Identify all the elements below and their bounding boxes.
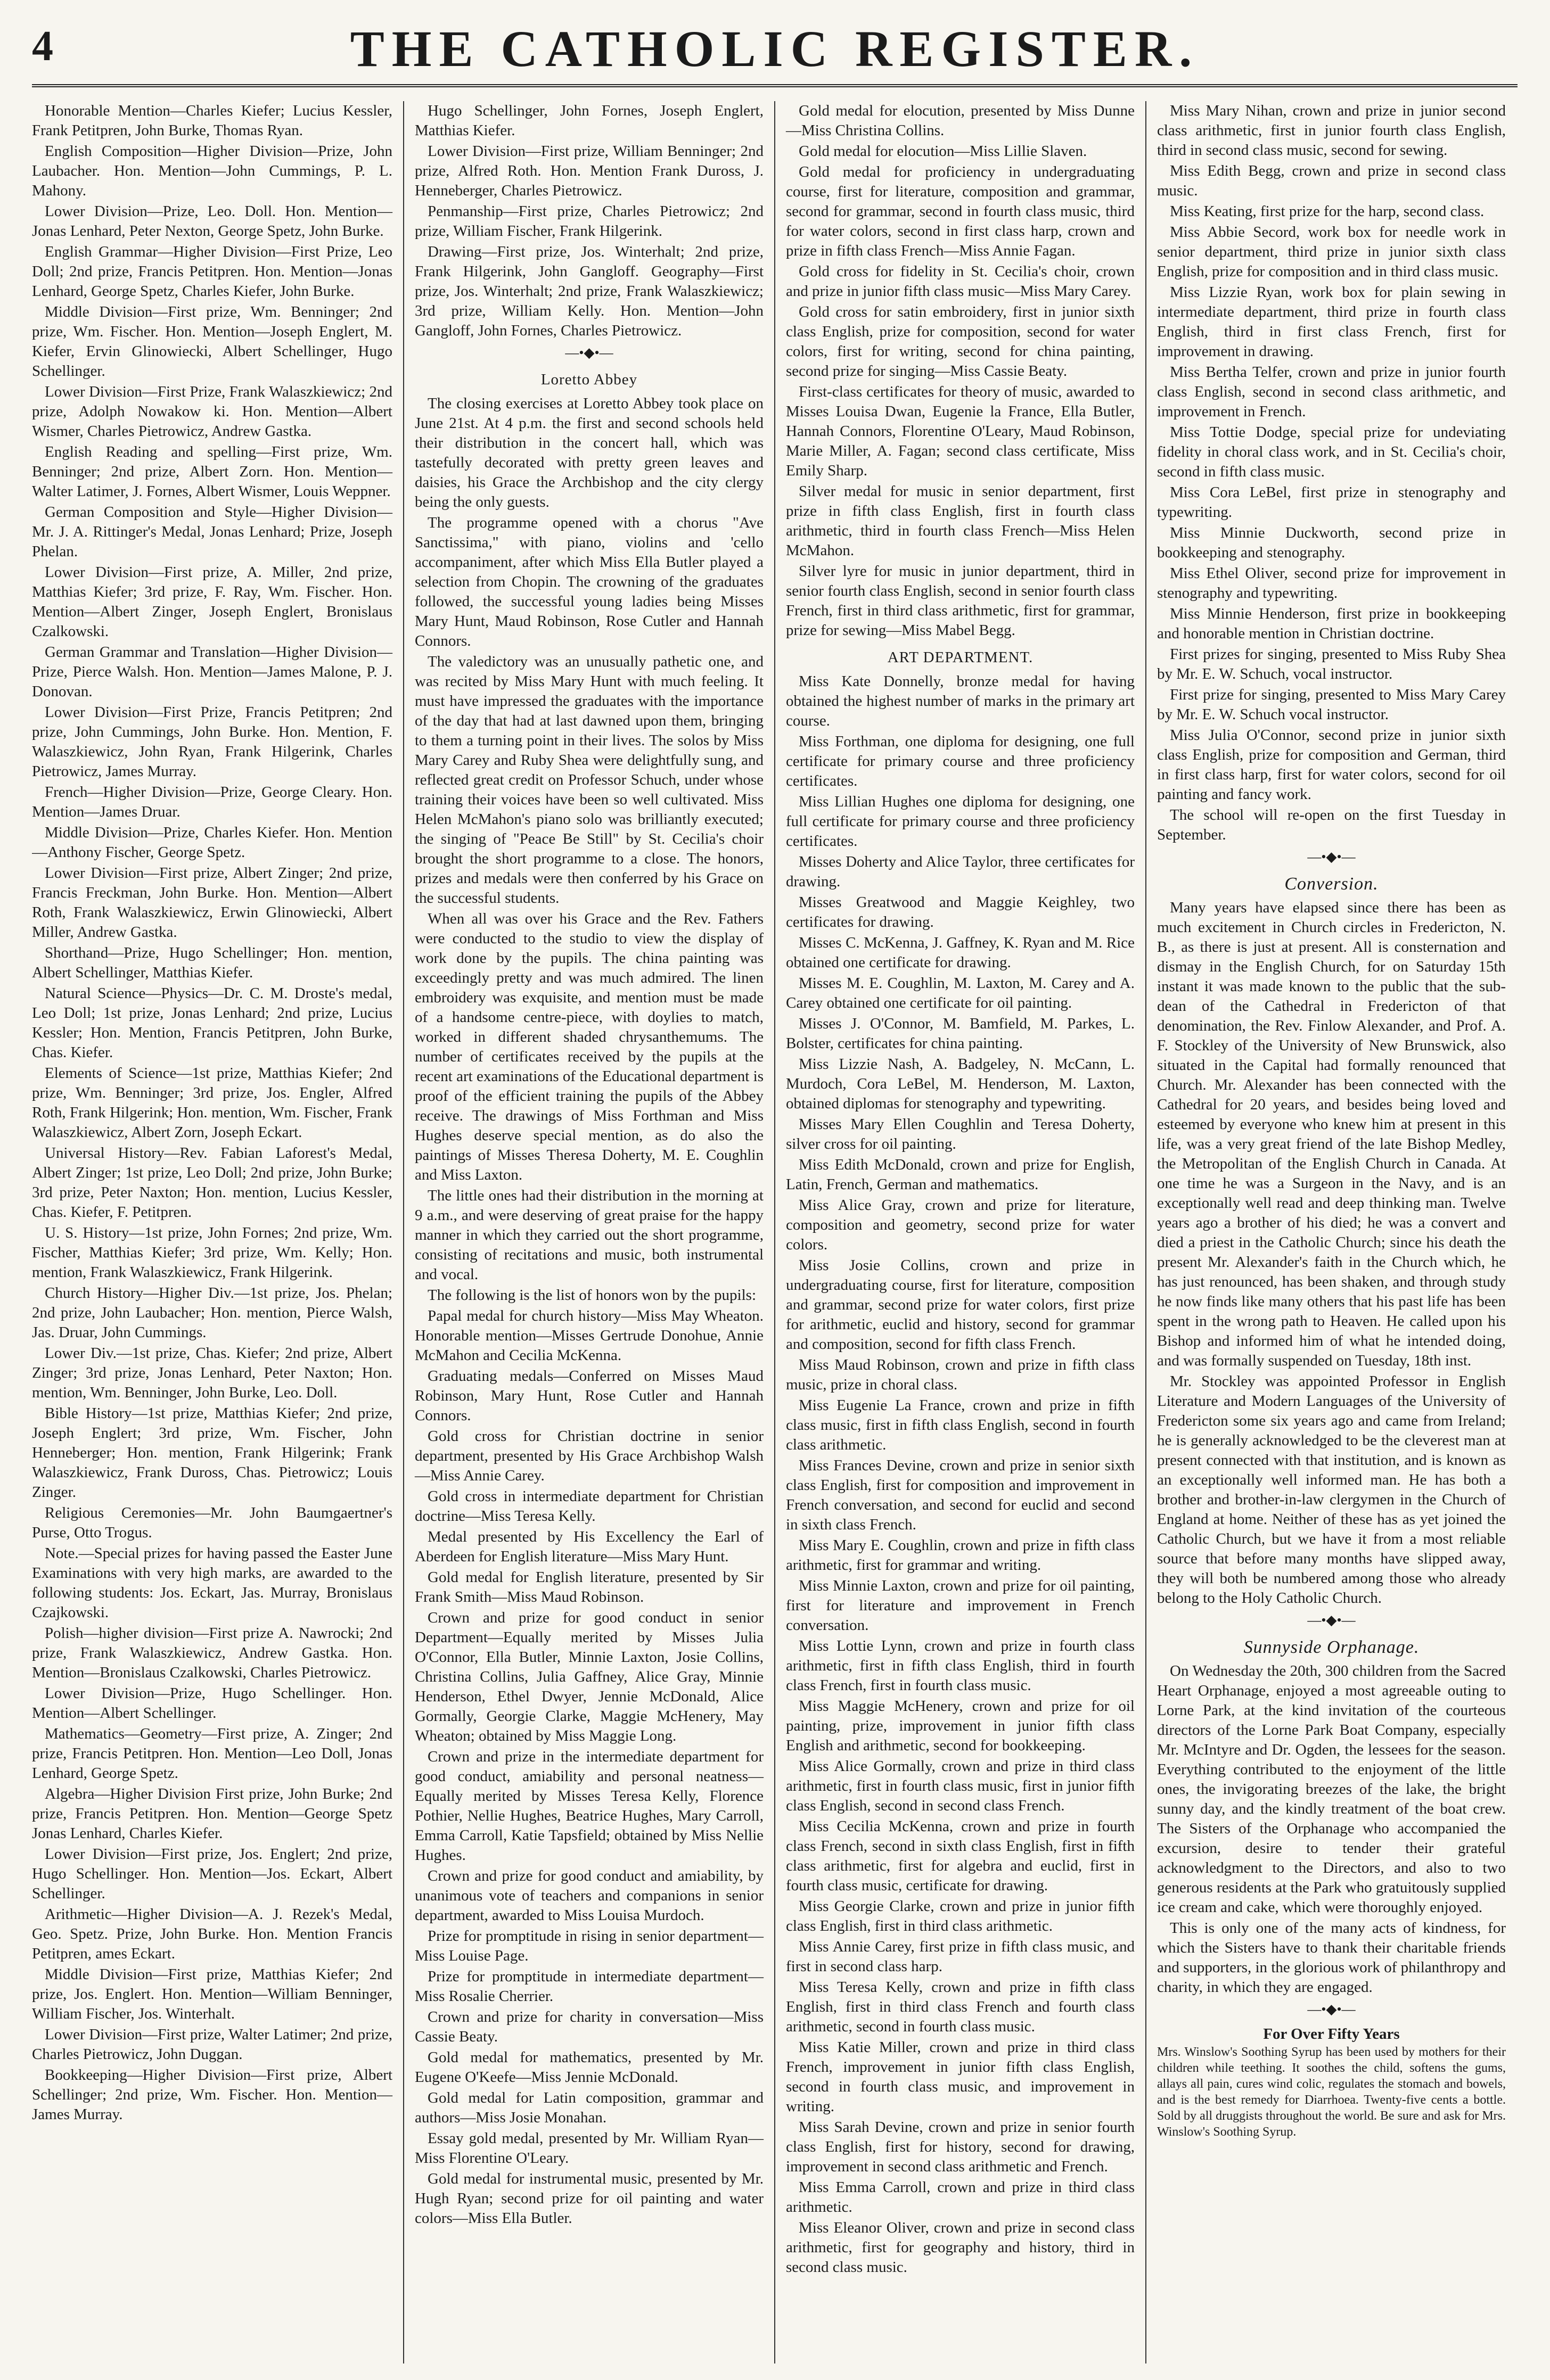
article-paragraph: Many years have elapsed since there has been as much excitement in Church circles in Fredericton, N. B., as there is just at present. All is consternation and dismay in the English Church, for on Saturday 15th instant it was made known to the public that the sub-dean of the Cathedral in Fredericton of that denomination, the Rev. Finlow Alexander, and Prof. A. F. Stockley of the University of New Brunswick, also situated in the Capital had formally renounced that Church. Mr. Alexander has been connected with the Cathedral for 20 years, and besides being loved and esteemed by everyone who knew him at present in this life, was a very great friend of the late Bishop Medley, the Metropolitan of the English Church in Canada. At one time he was a Surgeon in the Navy, and is an exceptionally well read and deep thinking man. Twelve years ago a brother of his died; he was a convert and died a priest in the Catholic Church; since his death the present Mr. Alexander's faith in the Church which, he has just renounced, has been shaken, and through study he now finds like many others that his past life has been spent in the wrong path to Heaven. He called upon his Bishop and informed him of what he intended doing, and was formally suspended on Tuesday, 18th inst.	[1157, 899, 1506, 1369]
prize-list-paragraph: Lower Division—First prize, A. Miller, 2nd prize, Matthias Kiefer; 3rd prize, F. Ray, Wm. Fischer. Hon. Mention—Albert Zinger, Joseph Englert, Bronislaus Czalkowski.	[32, 564, 392, 640]
article-paragraph: Gold medal for instrumental music, presented by Mr. Hugh Ryan; second prize for oil painting and water colors—Miss Ella Butler.	[415, 2170, 764, 2227]
article-paragraph: Miss Sarah Devine, crown and prize in senior fourth class English, first for history, second for drawing, improvement in second class arithmetic and French.	[786, 2119, 1135, 2175]
article-paragraph: Miss Kate Donnelly, bronze medal for having obtained the highest number of marks in the primary art course.	[786, 673, 1135, 729]
article-paragraph: Crown and prize for charity in conversation—Miss Cassie Beaty.	[415, 2008, 764, 2045]
column-1	[32, 101, 403, 2363]
prize-list-paragraph: English Reading and spelling—First prize, Wm. Benninger; 2nd prize, Albert Zorn. Hon. Mention—Walter Latimer, J. Fornes, Albert Wismer, Louis Weppner.	[32, 443, 392, 500]
prize-list-paragraph: German Composition and Style—Higher Division—Mr. J. A. Rittinger's Medal, Jonas Lenhard; Prize, Joseph Phelan.	[32, 504, 392, 560]
masthead	[32, 15, 1518, 79]
prize-list-paragraph: U. S. History—1st prize, John Fornes; 2nd prize, Wm. Fischer, Matthias Kiefer; 3rd prize, Wm. Kelly; Hon. mention, Frank Walaszkiewicz, Frank Hilgerink.	[32, 1224, 392, 1281]
article-paragraph: Misses J. O'Connor, M. Bamfield, M. Parkes, L. Bolster, certificates for china painting.	[786, 1015, 1135, 1052]
article-paragraph: Gold medal for Latin composition, grammar and authors—Miss Josie Monahan.	[415, 2089, 764, 2126]
prize-list-paragraph: Silver lyre for music in junior department, third in senior fourth class English, second in senior fourth class French, first in third class arithmetic, first for grammar, prize for sewing—Miss Mabel Begg.	[786, 563, 1135, 639]
prize-list-paragraph: Shorthand—Prize, Hugo Schellinger; Hon. mention, Albert Schellinger, Matthias Kiefer.	[32, 944, 392, 981]
art-department-heading: ART DEPARTMENT.	[887, 649, 1034, 666]
article-paragraph: The programme opened with a chorus "Ave Sanctissima," with piano, violins and 'cello accompaniment, after which Miss Ella Butler played a selection from Chopin. The crowning of the graduates followed, the successful young ladies being Misses Mary Hunt, Maud Robinson, Rose Cutler and Hannah Connors.	[415, 514, 764, 649]
article-paragraph: Miss Cecilia McKenna, crown and prize in fourth class French, second in sixth class English, first in fifth class arithmetic, first for algebra and euclid, first in fourth class music, certificate for drawing.	[786, 1818, 1135, 1894]
page-number: 4	[32, 23, 53, 70]
section-divider: —•◆•—	[565, 345, 613, 360]
article-paragraph: Miss Annie Carey, first prize in fifth class music, and first in second class harp.	[786, 1938, 1135, 1975]
prize-list-paragraph: Penmanship—First prize, Charles Pietrowicz; 2nd prize, William Fischer, Frank Hilgerink.	[415, 203, 764, 240]
section-divider: —•◆•—	[1307, 2002, 1356, 2017]
article-paragraph: Misses Mary Ellen Coughlin and Teresa Doherty, silver cross for oil painting.	[786, 1116, 1135, 1152]
prize-list-paragraph: Note.—Special prizes for having passed the Easter June Examinations with very high marks, are awarded to the following students: Jos. Eckart, Jas. Murray, Bronislaus Czajkowski.	[32, 1545, 392, 1621]
prize-list-paragraph: Miss Cora LeBel, first prize in stenography and typewriting.	[1157, 484, 1506, 521]
article-paragraph: When all was over his Grace and the Rev. Fathers were conducted to the studio to view the display of work done by the pupils. The china painting was exceedingly pretty and was much admired. The linen embroidery was exquisite, and mention must be made of a handsome centre-piece, with doylies to match, worked in different shaded chrysanthemums. The number of certificates received by the pupils at the recent art examinations of the Educational department is proof of the efficient training the pupils of the Abbey receive. The drawings of Miss Forthman and Miss Hughes deserve special mention, as do also the paintings of Misses Theresa Doherty, M. E. Coughlin and Miss Laxton.	[415, 910, 764, 1183]
article-paragraph: Miss Lillian Hughes one diploma for designing, one full certificate for primary course and three proficiency certificates.	[786, 793, 1135, 850]
prize-list-paragraph: Church History—Higher Div.—1st prize, Jos. Phelan; 2nd prize, John Laubacher; Hon. mention, Pierce Walsh, Jas. Druar, John Cummings.	[32, 1284, 392, 1341]
prize-list-paragraph: Miss Keating, first prize for the harp, second class.	[1170, 203, 1485, 220]
column-2	[403, 101, 774, 2363]
article-paragraph: Miss Mary E. Coughlin, crown and prize in fifth class arithmetic, first for grammar and writing.	[786, 1537, 1135, 1574]
prize-list-paragraph: Middle Division—First prize, Matthias Kiefer; 2nd prize, Jos. Englert. Hon. Mention—William Benninger, William Fischer, Jos. Winterhalt.	[32, 1966, 392, 2022]
article-paragraph: The closing exercises at Loretto Abbey took place on June 21st. At 4 p.m. the first and second schools held their distribution in the concert hall, which was tastefully decorated with pretty green leaves and daisies, his Grace the Archbishop and the city clergy being the only guests.	[415, 395, 764, 510]
prize-list-paragraph: Miss Tottie Dodge, special prize for undeviating fidelity in choral class work, and in St. Cecilia's choir, second in fifth class music.	[1157, 424, 1506, 480]
prize-list-paragraph: Natural Science—Physics—Dr. C. M. Droste's medal, Leo Doll; 1st prize, Jonas Lenhard; 2nd prize, Lucius Kessler; Hon. Mention, Francis Petitpren, John Burke, Chas. Kiefer.	[32, 985, 392, 1061]
article-paragraph: Miss Edith McDonald, crown and prize for English, Latin, French, German and mathematics.	[786, 1156, 1135, 1193]
prize-list-paragraph: Miss Edith Begg, crown and prize in second class music.	[1157, 162, 1506, 199]
prize-list-paragraph: French—Higher Division—Prize, George Cleary. Hon. Mention—James Druar.	[32, 784, 392, 820]
article-paragraph: Miss Josie Collins, crown and prize in undergraduating course, first for literature, composition and grammar, second prize for water colors, first prize for arithmetic, euclid and history, second for grammar and composition, second for fifth class French.	[786, 1257, 1135, 1353]
prize-list-paragraph: Drawing—First prize, Jos. Winterhalt; 2nd prize, Frank Hilgerink, John Gangloff. Geography—First prize, Jos. Winterhalt; 2nd prize, Frank Walaszkiewicz; 3rd prize, William Kelly. Hon. Mention—John Gangloff, John Fornes, Charles Pietrowicz.	[415, 243, 764, 339]
column-4	[1145, 101, 1516, 2363]
prize-list-paragraph: Gold cross for fidelity in St. Cecilia's choir, crown and prize in junior fifth class music—Miss Mary Carey.	[786, 263, 1135, 300]
article-paragraph: Miss Lottie Lynn, crown and prize in fourth class arithmetic, first in fifth class English, third in fourth class French, first in fourth class music.	[786, 1637, 1135, 1694]
article-paragraph: Crown and prize for good conduct in senior Department—Equally merited by Misses Julia O'Connor, Ella Butler, Minnie Laxton, Josie Collins, Christina Collins, Julia Gaffney, Alice Gray, Minnie Henderson, Ethel Dwyer, Jennie McDonald, Alice Gormally, Georgie Clarke, Maggie McHenery, May Wheaton; obtained by Miss Maggie Long.	[415, 1609, 764, 1744]
article-paragraph: Miss Alice Gray, crown and prize for literature, composition and geometry, second prize for water colors.	[786, 1197, 1135, 1253]
prize-list-paragraph: Miss Minnie Henderson, first prize in bookkeeping and honorable mention in Christian doctrine.	[1157, 605, 1506, 642]
prize-list-paragraph: Honorable Mention—Charles Kiefer; Lucius Kessler, Frank Petitpren, John Burke, Thomas Ryan.	[32, 102, 392, 139]
prize-list-paragraph: Middle Division—First prize, Wm. Benninger; 2nd prize, Wm. Fischer. Hon. Mention—Joseph Englert, M. Kiefer, Ervin Glinowiecki, Albert Schellinger, Hugo Schellinger.	[32, 303, 392, 380]
masthead-rule	[32, 84, 1518, 87]
loretto-abbey-heading: Loretto Abbey	[540, 371, 638, 388]
prize-list-paragraph: Gold medal for elocution, presented by Miss Dunne—Miss Christina Collins.	[786, 102, 1135, 139]
prize-list-paragraph: Mathematics—Geometry—First prize, A. Zinger; 2nd prize, Francis Petitpren. Hon. Mention—Leo Doll, Jonas Lenhard, George Spetz.	[32, 1725, 392, 1782]
article-paragraph: Crown and prize in the intermediate department for good conduct, amiability and personal neatness—Equally merited by Misses Teresa Kelly, Florence Pothier, Nellie Hughes, Beatrice Hughes, Mary Carroll, Emma Carroll, Katie Tapsfield; obtained by Miss Nellie Hughes.	[415, 1748, 764, 1864]
article-paragraph: This is only one of the many acts of kindness, for which the Sisters have to thank their charitable friends and supporters, in the glorious work of philanthropy and charity, in which they are engaged.	[1157, 1920, 1506, 1996]
article-paragraph: Miss Eugenie La France, crown and prize in fifth class music, first in fifth class English, second in fourth class arithmetic.	[786, 1397, 1135, 1453]
prize-list-paragraph: Miss Abbie Secord, work box for needle work in senior department, third prize in junior sixth class English, prize for composition and in third class music.	[1157, 224, 1506, 280]
prize-list-paragraph: Universal History—Rev. Fabian Laforest's Medal, Albert Zinger; 1st prize, Leo Doll; 2nd prize, John Burke; 3rd prize, Peter Naxton; Hon. mention, Lucius Kessler, Chas. Kiefer, F. Petitpren.	[32, 1144, 392, 1221]
article-paragraph: Gold cross in intermediate department for Christian doctrine—Miss Teresa Kelly.	[415, 1488, 764, 1525]
article-paragraph: Gold cross for Christian doctrine in senior department, presented by His Grace Archbishop Walsh—Miss Annie Carey.	[415, 1428, 764, 1484]
article-paragraph: Misses C. McKenna, J. Gaffney, K. Ryan and M. Rice obtained one certificate for drawing.	[786, 934, 1135, 971]
prize-list-paragraph: English Composition—Higher Division—Prize, John Laubacher. Hon. Mention—John Cummings, P. L. Mahony.	[32, 143, 392, 199]
prize-list-paragraph: Religious Ceremonies—Mr. John Baumgaertner's Purse, Otto Trogus.	[32, 1504, 392, 1541]
prize-list-paragraph: First prizes for singing, presented to Miss Ruby Shea by Mr. E. W. Schuch, vocal instructor.	[1157, 646, 1506, 682]
prize-list-paragraph: Middle Division—Prize, Charles Kiefer. Hon. Mention—Anthony Fischer, George Spetz.	[32, 824, 392, 861]
article-paragraph: Graduating medals—Conferred on Misses Maud Robinson, Mary Hunt, Rose Cutler and Hannah Connors.	[415, 1368, 764, 1424]
article-paragraph: Mr. Stockley was appointed Professor in English Literature and Modern Languages of the University of Fredericton some six years ago and came from Ireland; he is generally acknowledged to be the cleverest man at present connected with that institution, and is known as an exceptionally well informed man. He has both a brother and brother-in-law clergymen in the Church of England at home. Neither of these has as yet joined the Catholic Church, but we have it from a most reliable source that before many months have slipped away, they will both be numbered among those who already belong to the Holy Catholic Church.	[1157, 1373, 1506, 1607]
article-paragraph: Miss Minnie Laxton, crown and prize for oil painting, first for literature and improvement in French conversation.	[786, 1577, 1135, 1634]
prize-list-paragraph: Miss Ethel Oliver, second prize for improvement in stenography and typewriting.	[1157, 565, 1506, 602]
article-paragraph: Miss Katie Miller, crown and prize in third class French, improvement in junior fifth class English, second in fourth class music, and improvement in writing.	[786, 2039, 1135, 2115]
prize-list-paragraph: Silver medal for music in senior department, first prize in fifth class English, first in fourth class arithmetic, third in fourth class French—Miss Helen McMahon.	[786, 483, 1135, 559]
prize-list-paragraph: Hugo Schellinger, John Fornes, Joseph Englert, Matthias Kiefer.	[415, 102, 764, 139]
prize-list-paragraph: Miss Minnie Duckworth, second prize in bookkeeping and stenography.	[1157, 524, 1506, 561]
prize-list-paragraph: Lower Division—Prize, Hugo Schellinger. Hon. Mention—Albert Schellinger.	[32, 1685, 392, 1722]
advertisement-title: For Over Fifty Years	[1263, 2025, 1400, 2043]
article-paragraph: Miss Eleanor Oliver, crown and prize in second class arithmetic, first for geography and history, third in second class music.	[786, 2219, 1135, 2276]
article-paragraph: Miss Emma Carroll, crown and prize in third class arithmetic.	[786, 2179, 1135, 2216]
prize-list-paragraph: Gold medal for proficiency in undergraduating course, first for literature, composition and grammar, second for grammar, second in fourth class music, third for water colors, second in first class harp, crown and prize in fifth class French—Miss Annie Fagan.	[786, 163, 1135, 259]
section-divider: —•◆•—	[1307, 1612, 1356, 1628]
article-paragraph: The following is the list of honors won by the pupils:	[428, 1287, 757, 1304]
prize-list-paragraph: Algebra—Higher Division First prize, John Burke; 2nd prize, Francis Petitpren. Hon. Mention—George Spetz Jonas Lenhard, Charles Kiefer.	[32, 1785, 392, 1842]
prize-list-paragraph: Miss Julia O'Connor, second prize in junior sixth class English, prize for composition and German, third in first class harp, first for water colors, second for oil painting and fancy work.	[1157, 727, 1506, 803]
article-paragraph: Gold medal for mathematics, presented by Mr. Eugene O'Keefe—Miss Jennie McDonald.	[415, 2049, 764, 2086]
prize-list-paragraph: Lower Division—First Prize, Francis Petitpren; 2nd prize, John Cummings, John Burke. Hon. Mention, F. Walaszkiewicz, John Ryan, Frank Hilgerink, Charles Pietrowicz, James Murray.	[32, 704, 392, 780]
article-paragraph: On Wednesday the 20th, 300 children from the Sacred Heart Orphanage, enjoyed a most agreeable outing to Lorne Park, at the kind invitation of the courteous directors of the Lorne Park Boat Company, especially Mr. McIntyre and Dr. Ogden, the lessees for the season. Everything contributed to the enjoyment of the little ones, the invigorating breezes of the lake, the bright sunny day, and the kindly treatment of the boat crew. The Sisters of the Orphanage who accompanied the excursion, desire to tender their grateful acknowledgment to the Directors, and also to two generous residents at the Park who gratuitously supplied ice cream and cake, which were thoroughly enjoyed.	[1157, 1662, 1506, 1916]
section-divider: —•◆•—	[1307, 849, 1356, 864]
article-paragraph: Crown and prize for good conduct and amiability, by unanimous vote of teachers and companions in senior department, awarded to Miss Louisa Murdoch.	[415, 1867, 764, 1924]
prize-list-paragraph: Lower Division—First prize, Albert Zinger; 2nd prize, Francis Freckman, John Burke. Hon. Mention—Albert Roth, Frank Walaszkiewicz, Erwin Glinowiecki, Albert Miller, Andrew Gastka.	[32, 864, 392, 941]
prize-list-paragraph: Miss Lizzie Ryan, work box for plain sewing in intermediate department, third prize in fourth class English, third in first class French, first for improvement in drawing.	[1157, 284, 1506, 360]
article-paragraph: Miss Teresa Kelly, crown and prize in fifth class English, first in third class French and fourth class arithmetic, second in fourth class music.	[786, 1979, 1135, 2035]
article-paragraph: Misses Doherty and Alice Taylor, three certificates for drawing.	[786, 853, 1135, 890]
article-paragraph: Medal presented by His Excellency the Earl of Aberdeen for English literature—Miss Mary Hunt.	[415, 1528, 764, 1565]
advertisement-text: Mrs. Winslow's Soothing Syrup has been used by mothers for their children while teething. It soothes the child, softens the gums, allays all pain, cures wind colic, regulates the stomach and bowels, and is the best remedy for Diarrhoea. Twenty-five cents a bottle. Sold by all druggists throughout the world. Be sure and ask for Mrs. Winslow's Soothing Syrup.	[1157, 2045, 1506, 2139]
prize-list-paragraph: Lower Div.—1st prize, Chas. Kiefer; 2nd prize, Albert Zinger; 3rd prize, Jonas Lenhard, Peter Naxton; Hon. mention, Wm. Benninger, John Burke, Leo. Doll.	[32, 1345, 392, 1401]
article-paragraph: The valedictory was an unusually pathetic one, and was recited by Miss Mary Hunt with much feeling. It must have impressed the graduates with the importance of the day that had at last dawned upon them, bringing to them a turning point in their lives. The solos by Miss Mary Carey and Ruby Shea were delightfully sung, and reflected great credit on Professor Schuch, under whose training their voices have been so well cultivated. Miss Helen McMahon's piano solo was brilliantly executed; the singing of "Peace Be Still" by St. Cecilia's choir brought the short programme to a close. The honors, prizes and medals were then conferred by his Grace on the successful students.	[415, 653, 764, 907]
article-paragraph: Miss Frances Devine, crown and prize in senior sixth class English, first for composition and improvement in French conversation, and second for euclid and second in sixth class French.	[786, 1457, 1135, 1533]
prize-list-paragraph: Lower Division—Prize, Leo. Doll. Hon. Mention—Jonas Lenhard, Peter Nexton, George Spetz, John Burke.	[32, 203, 392, 240]
prize-list-paragraph: German Grammar and Translation—Higher Division—Prize, Pierce Walsh. Hon. Mention—James Malone, P. J. Donovan.	[32, 644, 392, 700]
article-paragraph: Miss Maggie McHenery, crown and prize for oil painting, prize, improvement in junior fifth class English and arithmetic, second for bookkeeping.	[786, 1698, 1135, 1754]
article-paragraph: Miss Georgie Clarke, crown and prize in junior fifth class English, first in third class arithmetic.	[786, 1898, 1135, 1934]
newspaper-title: THE CATHOLIC REGISTER.	[350, 20, 1200, 77]
prize-list-paragraph: English Grammar—Higher Division—First Prize, Leo Doll; 2nd prize, Francis Petitpren. Hon. Mention—Jonas Lenhard, George Spetz, Charles Kiefer, John Burke.	[32, 243, 392, 300]
article-paragraph: Papal medal for church history—Miss May Wheaton. Honorable mention—Misses Gertrude Donohue, Annie McMahon and Cecilia McKenna.	[415, 1307, 764, 1364]
article-paragraph: Misses Greatwood and Maggie Keighley, two certificates for drawing.	[786, 894, 1135, 930]
prize-list-paragraph: The school will re-open on the first Tuesday in September.	[1157, 806, 1506, 843]
article-paragraph: Essay gold medal, presented by Mr. William Ryan—Miss Florentine O'Leary.	[415, 2130, 764, 2167]
prize-list-paragraph: Gold medal for elocution—Miss Lillie Slaven.	[799, 143, 1087, 160]
prize-list-paragraph: Elements of Science—1st prize, Matthias Kiefer; 2nd prize, Wm. Benninger; 3rd prize, Jos. Engler, Alfred Roth, Frank Hilgerink; Hon. mention, Wm. Fischer, Frank Walaszkiewicz, Albert Zorn, Joseph Eckart.	[32, 1065, 392, 1141]
orphanage-heading: Sunnyside Orphanage.	[1243, 1637, 1420, 1657]
article-paragraph: Misses M. E. Coughlin, M. Laxton, M. Carey and A. Carey obtained one certificate for oil painting.	[786, 975, 1135, 1011]
article-paragraph: The little ones had their distribution in the morning at 9 a.m., and were deserving of great praise for the happy manner in which they carried out the short programme, consisting of recitations and music, both instrumental and vocal.	[415, 1187, 764, 1283]
article-paragraph: Miss Alice Gormally, crown and prize in third class arithmetic, first in fourth class music, first in junior fifth class English, second in second class French.	[786, 1758, 1135, 1814]
prize-list-paragraph: Gold cross for satin embroidery, first in junior sixth class English, prize for composition, second for water colors, first for writing, second for china painting, second prize for singing—Miss Cassie Beaty.	[786, 303, 1135, 380]
prize-list-paragraph: Lower Division—First prize, Walter Latimer; 2nd prize, Charles Pietrowicz, John Duggan.	[32, 2026, 392, 2063]
prize-list-paragraph: First-class certificates for theory of music, awarded to Misses Louisa Dwan, Eugenie la France, Ella Butler, Hannah Connors, Florentine O'Leary, Maud Robinson, Marie Miller, A. Fagan; second class certificate, Miss Emily Sharp.	[786, 383, 1135, 479]
article-paragraph: Gold medal for English literature, presented by Sir Frank Smith—Miss Maud Robinson.	[415, 1569, 764, 1605]
prize-list-paragraph: Miss Mary Nihan, crown and prize in junior second class arithmetic, first in junior fourth class English, third in second class music, second for sewing.	[1157, 102, 1506, 159]
article-paragraph: Prize for promptitude in intermediate department—Miss Rosalie Cherrier.	[415, 1968, 764, 2005]
prize-list-paragraph: Bible History—1st prize, Matthias Kiefer; 2nd prize, Joseph Englert; 3rd prize, Wm. Fischer, John Henneberger; Hon. mention, Frank Hilgerink; Frank Walaszkiewicz, Frank Duross, Chas. Pietrowicz; Louis Zinger.	[32, 1405, 392, 1501]
prize-list-paragraph: Lower Division—First prize, William Benninger; 2nd prize, Alfred Roth. Hon. Mention Frank Duross, J. Henneberger, Charles Pietrowicz.	[415, 143, 764, 199]
prize-list-paragraph: Miss Bertha Telfer, crown and prize in junior fourth class English, second in second class arithmetic, and improvement in French.	[1157, 364, 1506, 420]
article-columns	[32, 101, 1518, 2363]
article-paragraph: Miss Lizzie Nash, A. Badgeley, N. McCann, L. Murdoch, Cora LeBel, M. Henderson, M. Laxton, obtained diplomas for stenography and typewriting.	[786, 1056, 1135, 1112]
column-3	[774, 101, 1145, 2363]
prize-list-paragraph: First prize for singing, presented to Miss Mary Carey by Mr. E. W. Schuch vocal instructor.	[1157, 686, 1506, 723]
prize-list-paragraph: Bookkeeping—Higher Division—First prize, Albert Schellinger; 2nd prize, Wm. Fischer. Hon. Mention—James Murray.	[32, 2066, 392, 2123]
article-paragraph: Prize for promptitude in rising in senior department—Miss Louise Page.	[415, 1928, 764, 1964]
prize-list-paragraph: Lower Division—First Prize, Frank Walaszkiewicz; 2nd prize, Adolph Nowakow ki. Hon. Mention—Albert Wismer, Charles Pietrowicz, Andrew Gastka.	[32, 383, 392, 440]
conversion-heading: Conversion.	[1284, 874, 1379, 894]
prize-list-paragraph: Polish—higher division—First prize A. Nawrocki; 2nd prize, Frank Walaszkiewicz, Andrew Gastka. Hon. Mention—Bronislaus Czalkowski, Charles Pietrowicz.	[32, 1625, 392, 1681]
article-paragraph: Miss Maud Robinson, crown and prize in fifth class music, prize in choral class.	[786, 1356, 1135, 1393]
prize-list-paragraph: Arithmetic—Higher Division—A. J. Rezek's Medal, Geo. Spetz. Prize, John Burke. Hon. Mention Francis Petitpren, ames Eckart.	[32, 1906, 392, 1962]
article-paragraph: Miss Forthman, one diploma for designing, one full certificate for primary course and three proficiency certificates.	[786, 733, 1135, 789]
prize-list-paragraph: Lower Division—First prize, Jos. Englert; 2nd prize, Hugo Schellinger. Hon. Mention—Jos. Eckart, Albert Schellinger.	[32, 1846, 392, 1902]
